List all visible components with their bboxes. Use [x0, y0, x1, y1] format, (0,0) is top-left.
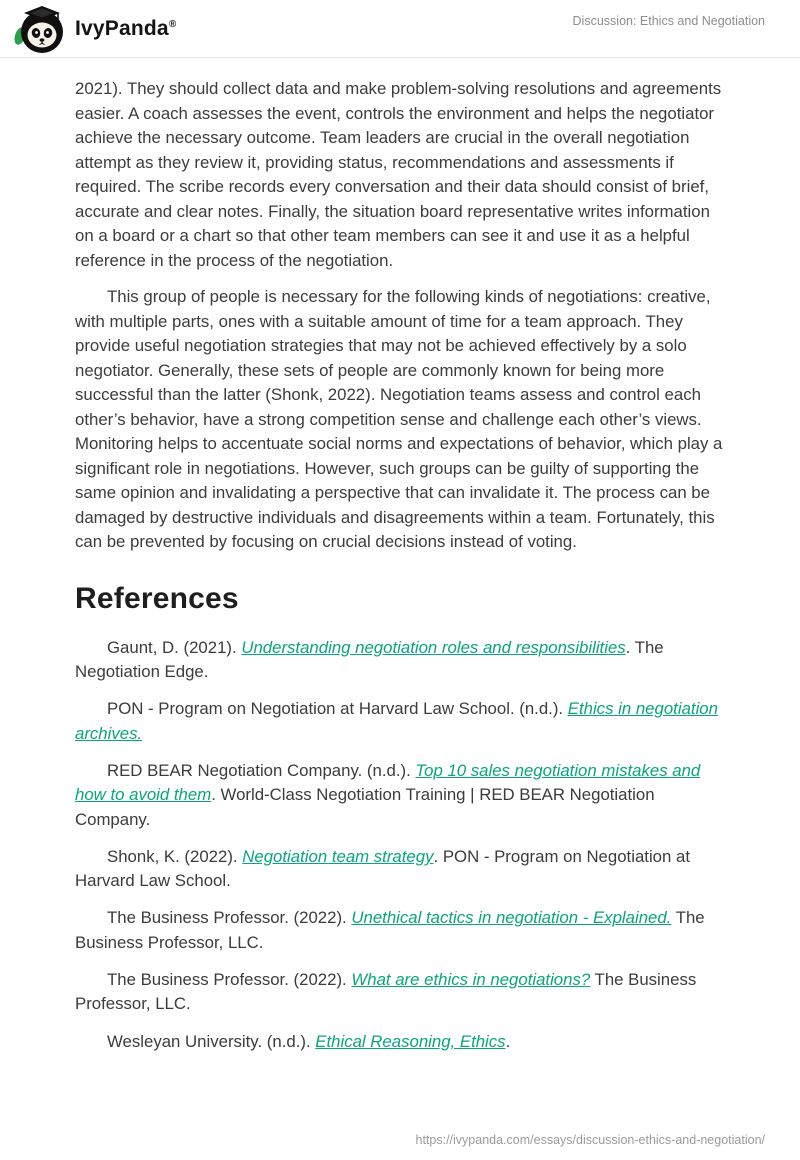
footer-url: https://ivypanda.com/essays/discussion-ethics-and-negotiation/: [415, 1133, 765, 1147]
reference-text: PON - Program on Negotiation at Harvard Law School. (n.d.).: [107, 699, 568, 719]
paragraph: 2021). They should collect data and make problem-solving resolutions and agreements easier. A coach assesses the event, controls the environment and helps the negotiator achieve the necessary outcome. Team leaders are crucial in the overall negotiation attempt as they review it, providing status, recommendations and assessments if required. The scribe records every conversation and their data should consist of brief, accurate and clear notes. Finally, the situation board representative writes information on a board or a chart so that other team members can see it and use it as a helpful reference in the process of the negotiation.: [75, 79, 722, 270]
reference-text: Wesleyan University. (n.d.).: [107, 1031, 316, 1051]
references-heading: References: [75, 581, 239, 615]
reference-text: . The Negotiation Edge.: [75, 637, 664, 682]
paragraph: This group of people is necessary for the following kinds of negotiations: creative, with multiple parts, ones with a suitable amount of time for a team approach. They provide useful negotiation strategies that may not be achieved effectively by a solo negotiator. Generally, these sets of people are commonly known for being more successful than the latter (Shonk, 2022). Negotiation teams assess and control each other’s behavior, have a strong competition sense and challenge each other’s views. Monitoring helps to accentuate social norms and expectations of behavior, which play a significant role in negotiations. However, such groups can be guilty of supporting the same opinion and invalidating a perspective that can invalidate it. The process can be damaged by destructive individuals and disagreements within a team. Fortunately, this can be prevented by focusing on crucial decisions instead of voting.: [75, 287, 723, 552]
document-body: [0, 58, 800, 1054]
registered-mark: ®: [168, 18, 177, 30]
references-list: [75, 636, 725, 1054]
reference-text: The Business Professor, LLC.: [75, 969, 697, 1014]
reference-text: RED BEAR Negotiation Company. (n.d.).: [107, 760, 416, 780]
reference-text: . World-Class Negotiation Training | RED BEAR Negotiation Company.: [75, 785, 655, 829]
reference-entry: [75, 1030, 725, 1055]
reference-link[interactable]: Understanding negotiation roles and responsibilities: [241, 637, 626, 657]
reference-entry: [75, 845, 725, 894]
reference-entry: [75, 636, 725, 685]
reference-entry: [75, 906, 725, 955]
brand-name: IvyPanda®: [75, 16, 177, 40]
ivypanda-logo: [14, 4, 66, 54]
brand[interactable]: [14, 4, 176, 54]
reference-link[interactable]: Ethical Reasoning, Ethics: [315, 1031, 506, 1051]
reference-entry: [75, 697, 725, 746]
reference-link[interactable]: What are ethics in negotiations?: [351, 969, 591, 989]
reference-text: .: [505, 1031, 511, 1051]
reference-entry: [75, 759, 725, 833]
reference-link[interactable]: Unethical tactics in negotiation - Explained.: [351, 908, 672, 928]
reference-link[interactable]: Ethics in negotiation archives.: [75, 699, 718, 743]
reference-entry: [75, 968, 725, 1017]
page-header: [0, 0, 800, 58]
reference-text: The Business Professor. (2022).: [107, 969, 352, 989]
reference-link[interactable]: Negotiation team strategy: [242, 846, 434, 866]
reference-text: The Business Professor, LLC.: [75, 908, 705, 952]
reference-text: . PON - Program on Negotiation at Harvard Law School.: [75, 846, 690, 891]
reference-text: Gaunt, D. (2021).: [107, 637, 242, 657]
document-title: Discussion: Ethics and Negotiation: [572, 14, 765, 28]
reference-link[interactable]: Top 10 sales negotiation mistakes and how to avoid them: [75, 760, 701, 805]
reference-text: Shonk, K. (2022).: [107, 846, 243, 866]
reference-text: The Business Professor. (2022).: [107, 908, 352, 928]
